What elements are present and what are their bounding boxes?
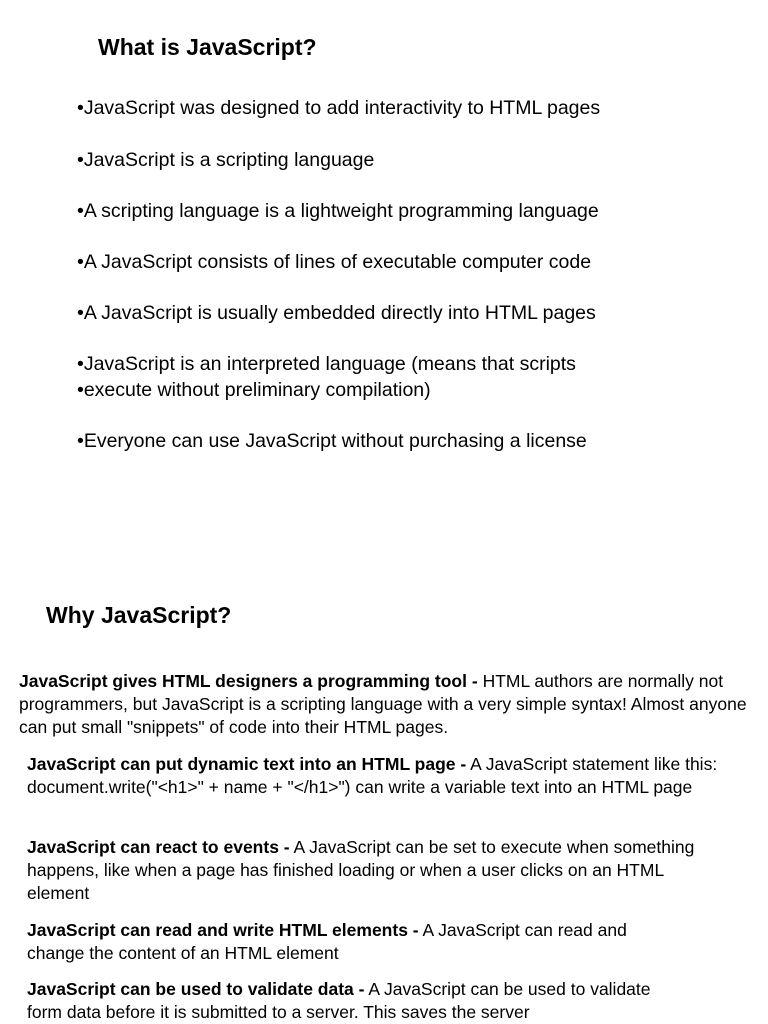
why-item-text: A JavaScript can be used to validate form data before it is submitted to a server. This saves the server — [27, 979, 651, 1022]
why-item-lead: JavaScript gives HTML designers a programming tool - — [19, 671, 478, 691]
why-item-text: A JavaScript can read and change the content of an HTML element — [27, 920, 627, 963]
why-item-programming-tool — [19, 670, 764, 739]
section-title-why-javascript: Why JavaScript? — [46, 602, 232, 628]
bullet-item: •A JavaScript is usually embedded directly into HTML pages — [77, 302, 596, 324]
why-item-react-to-events — [27, 836, 727, 905]
bullet-item: •Everyone can use JavaScript without purchasing a license — [77, 430, 587, 452]
why-item-text: A JavaScript statement like this: document.write("<h1>" + name + "</h1>") can write a variable text into an HTML page — [27, 754, 718, 797]
bullet-item: •execute without preliminary compilation) — [77, 379, 431, 401]
why-item-lead: JavaScript can react to events - — [27, 837, 290, 857]
why-item-validate-data — [27, 978, 687, 1024]
why-item-read-write-elements — [27, 919, 667, 965]
bullet-item: •A JavaScript consists of lines of executable computer code — [77, 251, 592, 273]
bullet-item: •JavaScript was designed to add interactivity to HTML pages — [77, 97, 601, 119]
why-item-dynamic-text — [27, 753, 757, 799]
bullet-item: •A scripting language is a lightweight programming language — [77, 200, 599, 222]
why-item-lead: JavaScript can read and write HTML elements - — [27, 920, 419, 940]
why-item-text: A JavaScript can be set to execute when something happens, like when a page has finished loading or when a user clicks on an HTML element — [27, 837, 695, 903]
why-item-lead: JavaScript can put dynamic text into an HTML page - — [27, 754, 467, 774]
why-item-lead: JavaScript can be used to validate data - — [27, 979, 365, 999]
bullet-item: •JavaScript is a scripting language — [77, 149, 375, 171]
section-title-what-is-javascript: What is JavaScript? — [98, 34, 317, 60]
bullet-item: •JavaScript is an interpreted language (means that scripts — [77, 353, 576, 375]
why-item-text: HTML authors are normally not programmers, but JavaScript is a scripting language with a very simple syntax! Almost anyone can put small "snippets" of code into their HTML pages. — [19, 671, 747, 737]
